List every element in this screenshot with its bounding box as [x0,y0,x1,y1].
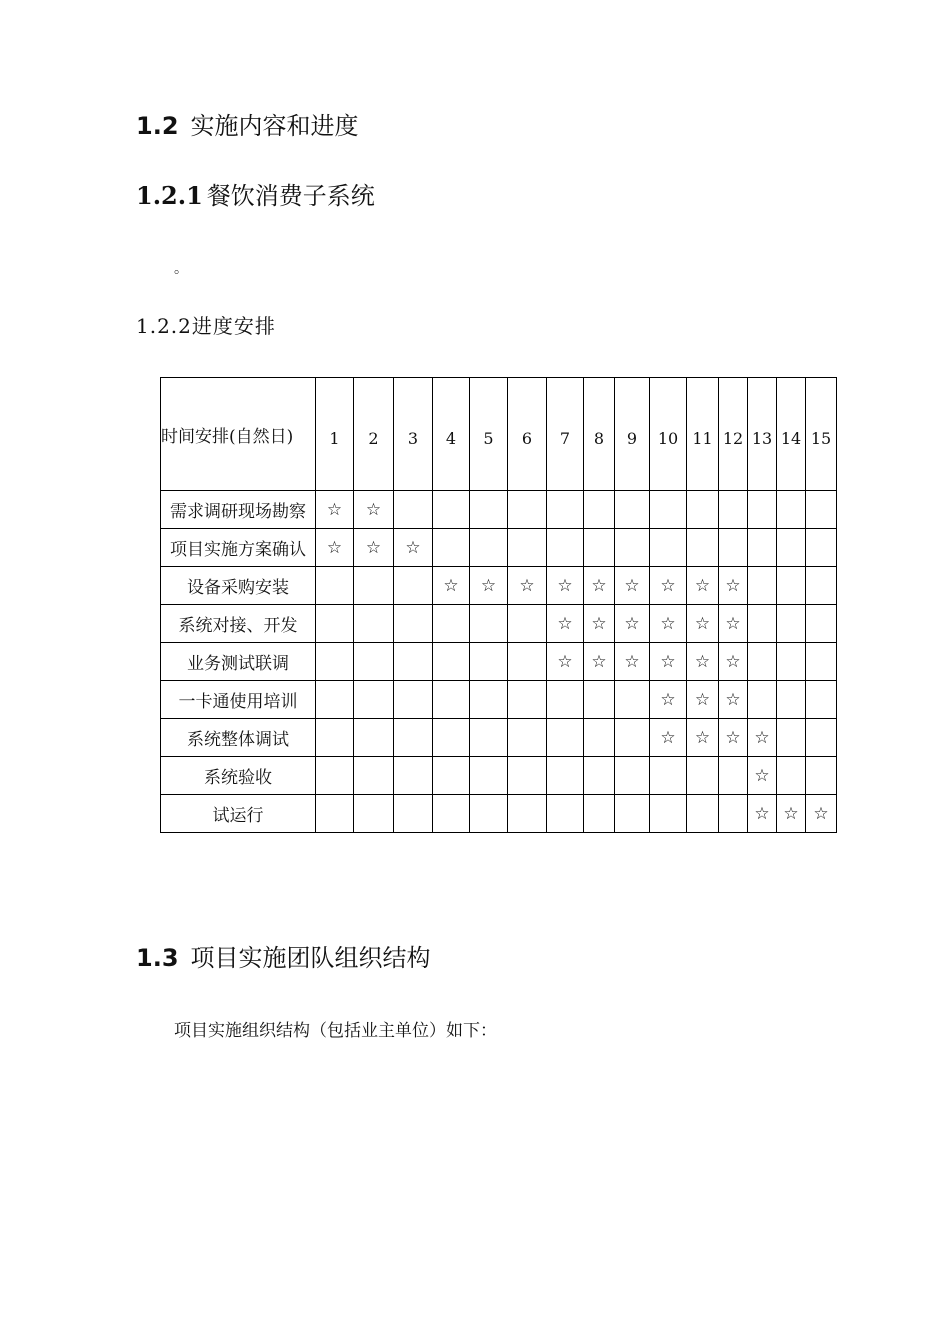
table-row [161,643,837,681]
schedule-header-row [161,378,837,491]
section-heading-1-2 [136,106,359,141]
schedule-cell-empty [650,491,687,529]
schedule-star-icon: ☆ [316,529,354,567]
schedule-cell-empty [354,605,394,643]
day-header-11: 11 [687,378,719,491]
schedule-header-label: 时间安排(自然日) [161,378,316,491]
schedule-cell-empty [433,643,470,681]
schedule-cell-empty [584,719,615,757]
schedule-cell-empty [777,757,806,795]
schedule-cell-empty [316,643,354,681]
day-header-5: 5 [470,378,508,491]
schedule-cell-empty [547,681,584,719]
day-header-9: 9 [615,378,650,491]
schedule-cell-empty [470,491,508,529]
schedule-cell-empty [650,757,687,795]
schedule-cell-empty [748,681,777,719]
task-name: 需求调研现场勘察 [161,491,316,529]
schedule-cell-empty [719,491,748,529]
schedule-cell-empty [547,795,584,833]
schedule-cell-empty [508,529,547,567]
schedule-cell-empty [719,757,748,795]
schedule-cell-empty [748,605,777,643]
schedule-cell-empty [806,491,837,529]
table-row [161,491,837,529]
day-header-4: 4 [433,378,470,491]
task-name: 业务测试联调 [161,643,316,681]
schedule-star-icon: ☆ [354,491,394,529]
schedule-cell-empty [433,491,470,529]
task-name: 设备采购安装 [161,567,316,605]
schedule-cell-empty [615,491,650,529]
schedule-star-icon: ☆ [650,567,687,605]
task-name: 项目实施方案确认 [161,529,316,567]
schedule-star-icon: ☆ [615,643,650,681]
schedule-cell-empty [470,529,508,567]
schedule-cell-empty [470,605,508,643]
schedule-star-icon: ☆ [719,567,748,605]
schedule-cell-empty [584,681,615,719]
schedule-star-icon: ☆ [584,643,615,681]
schedule-cell-empty [615,719,650,757]
schedule-star-icon: ☆ [748,719,777,757]
schedule-cell-empty [615,681,650,719]
day-header-2: 2 [354,378,394,491]
schedule-star-icon: ☆ [354,529,394,567]
schedule-cell-empty [508,491,547,529]
schedule-cell-empty [547,491,584,529]
schedule-star-icon: ☆ [719,681,748,719]
schedule-cell-empty [433,681,470,719]
schedule-cell-empty [508,643,547,681]
task-name: 系统对接、开发 [161,605,316,643]
schedule-star-icon: ☆ [687,719,719,757]
schedule-star-icon: ☆ [687,681,719,719]
schedule-star-icon: ☆ [394,529,433,567]
schedule-cell-empty [650,529,687,567]
schedule-cell-empty [354,681,394,719]
schedule-star-icon: ☆ [547,605,584,643]
schedule-cell-empty [508,757,547,795]
schedule-cell-empty [719,795,748,833]
section-heading-1-3 [136,938,431,973]
schedule-cell-empty [433,719,470,757]
table-row [161,529,837,567]
schedule-cell-empty [777,681,806,719]
schedule-cell-empty [394,681,433,719]
schedule-cell-empty [806,757,837,795]
schedule-cell-empty [777,529,806,567]
schedule-cell-empty [584,795,615,833]
schedule-cell-empty [584,757,615,795]
schedule-cell-empty [777,643,806,681]
schedule-star-icon: ☆ [584,567,615,605]
task-name: 一卡通使用培训 [161,681,316,719]
schedule-star-icon: ☆ [650,719,687,757]
table-row [161,681,837,719]
schedule-cell-empty [650,795,687,833]
schedule-cell-empty [470,643,508,681]
schedule-cell-empty [806,719,837,757]
schedule-cell-empty [748,491,777,529]
schedule-cell-empty [777,719,806,757]
schedule-cell-empty [316,605,354,643]
schedule-cell-empty [584,529,615,567]
schedule-star-icon: ☆ [687,567,719,605]
day-header-1: 1 [316,378,354,491]
schedule-cell-empty [470,795,508,833]
schedule-cell-empty [547,719,584,757]
schedule-cell-empty [433,757,470,795]
day-header-8: 8 [584,378,615,491]
schedule-cell-empty [394,719,433,757]
day-header-14: 14 [777,378,806,491]
schedule-cell-empty [687,757,719,795]
schedule-cell-empty [470,757,508,795]
schedule-cell-empty [316,567,354,605]
schedule-cell-empty [394,567,433,605]
schedule-cell-empty [354,567,394,605]
schedule-cell-empty [687,491,719,529]
schedule-cell-empty [354,643,394,681]
day-header-7: 7 [547,378,584,491]
schedule-star-icon: ☆ [719,605,748,643]
schedule-star-icon: ☆ [806,795,837,833]
table-row [161,757,837,795]
schedule-star-icon: ☆ [615,567,650,605]
schedule-cell-empty [354,795,394,833]
day-header-10: 10 [650,378,687,491]
day-header-13: 13 [748,378,777,491]
schedule-cell-empty [687,529,719,567]
table-row [161,605,837,643]
schedule-cell-empty [806,681,837,719]
schedule-star-icon: ☆ [547,567,584,605]
section-number: 1.2.1 [136,181,203,210]
schedule-cell-empty [777,491,806,529]
schedule-cell-empty [508,719,547,757]
task-name: 试运行 [161,795,316,833]
section-title: 项目实施团队组织结构 [190,944,431,972]
schedule-cell-empty [316,681,354,719]
schedule-star-icon: ☆ [650,605,687,643]
table-row [161,719,837,757]
schedule-cell-empty [687,795,719,833]
schedule-cell-empty [394,757,433,795]
section-number: 1.2 [136,112,179,140]
schedule-star-icon: ☆ [584,605,615,643]
schedule-table [160,377,837,833]
schedule-cell-empty [508,681,547,719]
schedule-cell-empty [354,719,394,757]
schedule-star-icon: ☆ [719,643,748,681]
schedule-star-icon: ☆ [650,643,687,681]
schedule-star-icon: ☆ [316,491,354,529]
schedule-cell-empty [394,795,433,833]
schedule-cell-empty [433,529,470,567]
schedule-star-icon: ☆ [470,567,508,605]
schedule-cell-empty [354,757,394,795]
schedule-cell-empty [547,529,584,567]
schedule-cell-empty [806,605,837,643]
section-number: 1.3 [136,944,179,972]
schedule-cell-empty [470,719,508,757]
body-paragraph: 项目实施组织结构（包括业主单位）如下： [174,1021,497,1041]
schedule-star-icon: ☆ [687,605,719,643]
schedule-star-icon: ☆ [719,719,748,757]
schedule-star-icon: ☆ [433,567,470,605]
section-title: 餐饮消费子系统 [206,182,375,210]
stray-punctuation: 。 [174,261,188,277]
schedule-cell-empty [316,757,354,795]
day-header-15: 15 [806,378,837,491]
schedule-cell-empty [615,757,650,795]
schedule-cell-empty [394,643,433,681]
schedule-cell-empty [394,491,433,529]
schedule-star-icon: ☆ [687,643,719,681]
schedule-cell-empty [748,529,777,567]
table-row [161,795,837,833]
table-row [161,567,837,605]
schedule-cell-empty [508,795,547,833]
schedule-star-icon: ☆ [650,681,687,719]
schedule-cell-empty [547,757,584,795]
schedule-cell-empty [316,719,354,757]
schedule-cell-empty [584,491,615,529]
schedule-cell-empty [777,605,806,643]
task-name: 系统整体调试 [161,719,316,757]
schedule-cell-empty [615,529,650,567]
schedule-cell-empty [615,795,650,833]
schedule-cell-empty [719,529,748,567]
schedule-cell-empty [806,567,837,605]
schedule-star-icon: ☆ [547,643,584,681]
schedule-cell-empty [394,605,433,643]
task-name: 系统验收 [161,757,316,795]
schedule-star-icon: ☆ [748,757,777,795]
day-header-3: 3 [394,378,433,491]
schedule-cell-empty [433,795,470,833]
section-title: 实施内容和进度 [190,112,359,140]
schedule-star-icon: ☆ [508,567,547,605]
schedule-cell-empty [777,567,806,605]
schedule-cell-empty [806,529,837,567]
section-heading-1-2-1 [136,176,375,211]
schedule-cell-empty [748,567,777,605]
schedule-cell-empty [316,795,354,833]
schedule-star-icon: ☆ [615,605,650,643]
schedule-star-icon: ☆ [777,795,806,833]
section-heading-1-2-2: 1.2.2进度安排 [136,314,276,338]
schedule-cell-empty [470,681,508,719]
day-header-6: 6 [508,378,547,491]
schedule-cell-empty [433,605,470,643]
schedule-cell-empty [806,643,837,681]
schedule-star-icon: ☆ [748,795,777,833]
schedule-cell-empty [748,643,777,681]
day-header-12: 12 [719,378,748,491]
schedule-cell-empty [508,605,547,643]
